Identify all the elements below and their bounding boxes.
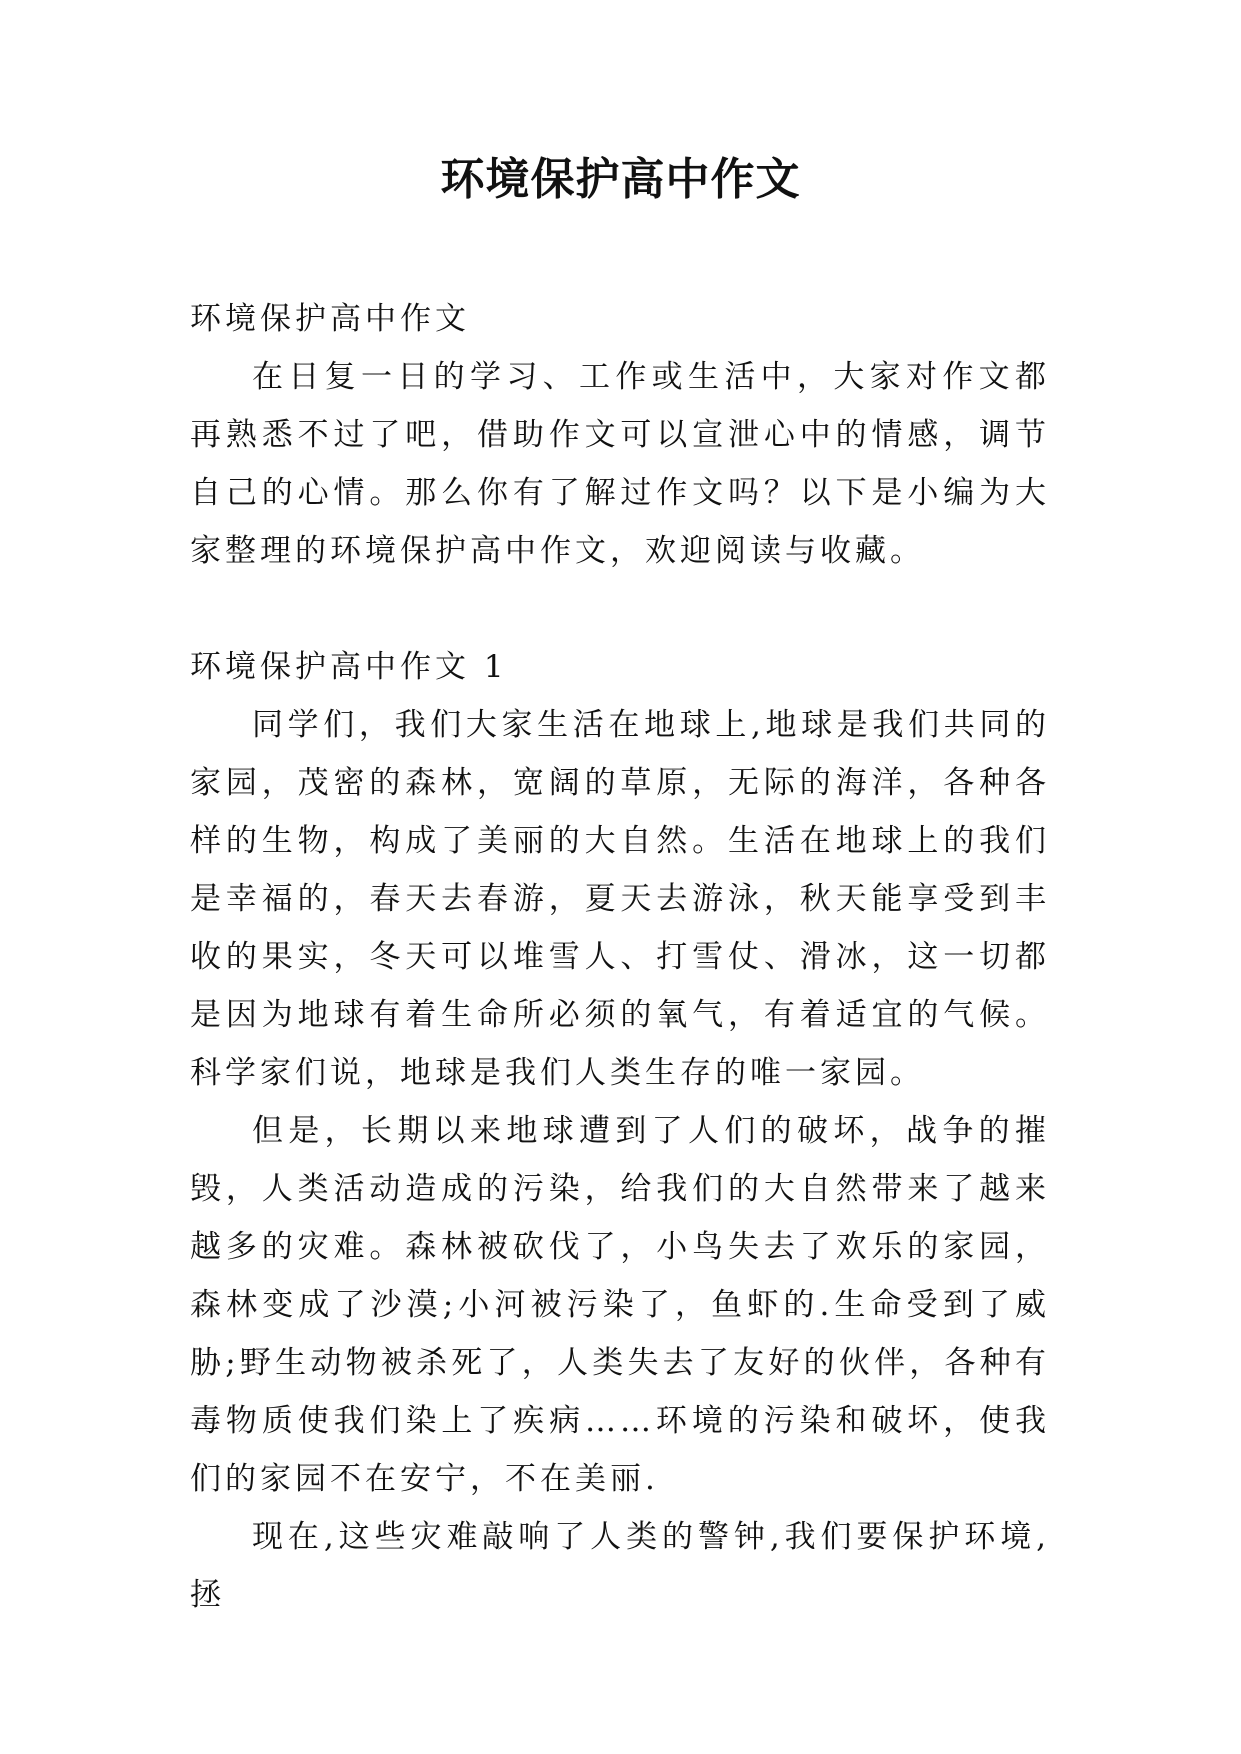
document-title: 环境保护高中作文 (440, 154, 801, 205)
section-1-paragraph-3: 现在,这些灾难敲响了人类的警钟,我们要保护环境,拯 (190, 1519, 1050, 1613)
intro-paragraph: 在日复一日的学习、工作或生活中，大家对作文都再熟悉不过了吧，借助作文可以宣泄心中的情感，调节自己的心情。那么你有了解过作文吗？以下是小编为大家整理的环境保护高中作文，欢迎阅读与收藏。 (190, 359, 1050, 569)
document-body (190, 290, 1050, 1624)
section-1-paragraph-1: 同学们，我们大家生活在地球上,地球是我们共同的家园，茂密的森林，宽阔的草原，无际的海洋，各种各样的生物，构成了美丽的大自然。生活在地球上的我们是幸福的，春天去春游，夏天去游泳，秋天能享受到丰收的果实，冬天可以堆雪人、打雪仗、滑冰，这一切都是因为地球有着生命所必须的氧气，有着适宜的气候。科学家们说，地球是我们人类生存的唯一家园。 (190, 707, 1050, 1091)
section-spacer (190, 580, 1050, 638)
section-1-paragraph-2: 但是，长期以来地球遭到了人们的破坏，战争的摧毁，人类活动造成的污染，给我们的大自然带来了越来越多的灾难。森林被砍伐了，小鸟失去了欢乐的家园，森林变成了沙漠;小河被污染了，鱼虾的.生命受到了威胁;野生动物被杀死了，人类失去了友好的伙伴，各种有毒物质使我们染上了疾病……环境的污染和破坏，使我们的家园不在安宁，不在美丽. (190, 1113, 1050, 1497)
section-1-heading: 环境保护高中作文 1 (190, 649, 508, 685)
intro-heading: 环境保护高中作文 (190, 301, 470, 337)
